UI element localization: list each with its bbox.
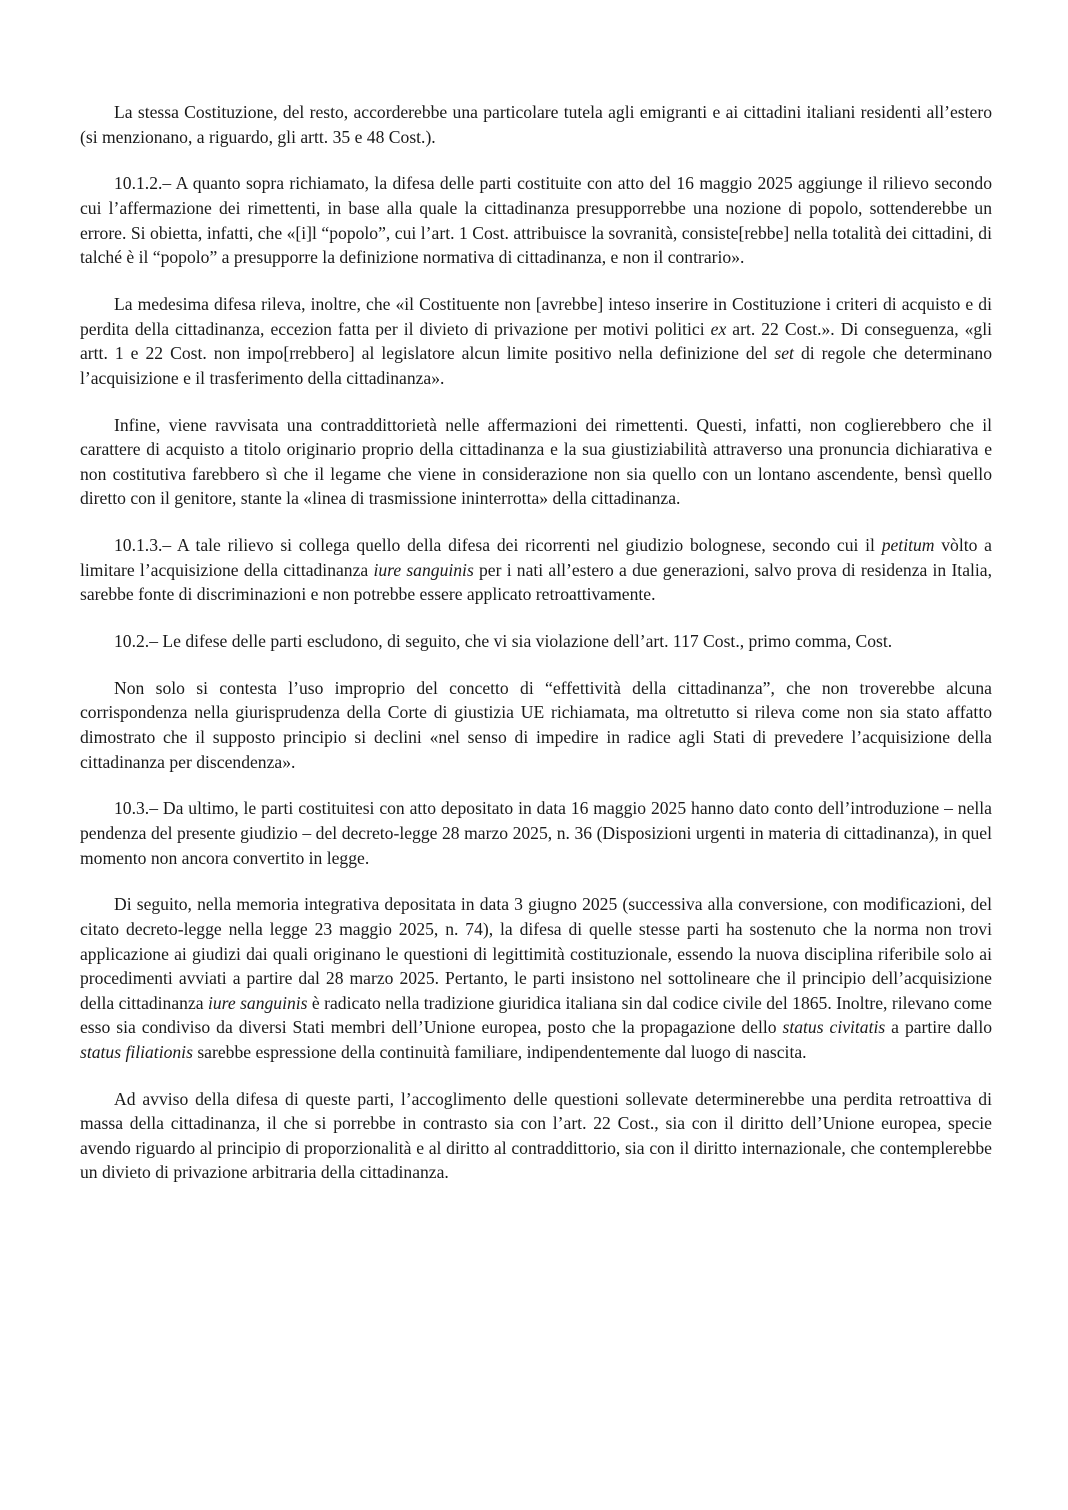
paragraph-text: Ad avviso della difesa di queste parti, l’accoglimento delle questioni sollevate determinerebbe una perdita retroattiva di massa della cittadinanza, il che si porrebbe in contrasto sia con l’art. 22 Cost., sia con il diritto dell’Unione europea, specie avendo riguardo al principio di proporzionalità e al diritto al contraddittorio, sia con il diritto internazionale, che contemplerebbe un divieto di privazione arbitraria della cittadinanza.	[80, 1088, 992, 1183]
italic-term: iure sanguinis	[373, 559, 474, 580]
paragraph-text: 10.2.– Le difese delle parti escludono, di seguito, che vi sia violazione dell’art. 117 Cost., primo comma, Cost.	[114, 631, 893, 652]
paragraph-effettivita	[80, 676, 992, 774]
italic-term: set	[774, 343, 794, 364]
paragraph-text: a partire dallo	[885, 1017, 992, 1038]
paragraph-text: di regole che determinano l’acquisizione e il trasferimento della cittadinanza».	[80, 343, 992, 388]
paragraph-text: art. 22 Cost.». Di conseguenza, «gli artt. 1 e 22 Cost. non impo[rrebbero] al legislatore alcun limite positivo nella definizione del	[80, 318, 992, 364]
paragraph-text: La medesima difesa rileva, inoltre, che «il Costituente non [avrebbe] inteso inserire in Costituzione i criteri di acquisto e di perdita della cittadinanza, eccezion fatta per il divieto di privazione per motivi politici	[80, 293, 992, 339]
paragraph-emigranti	[80, 100, 992, 149]
paragraph-10-2	[80, 629, 992, 654]
italic-term: iure sanguinis	[207, 992, 308, 1013]
paragraph-text: 10.1.3.– A tale rilievo si collega quello della difesa dei ricorrenti nel giudizio bolognese, secondo cui il	[114, 535, 882, 556]
paragraph-text: per i nati all’estero a due generazioni, salvo prova di residenza in Italia, sarebbe fonte di discriminazioni e non potrebbe essere applicato retroattivamente.	[80, 559, 992, 605]
paragraph-text: Infine, viene ravvisata una contraddittorietà nelle affermazioni dei rimettenti. Questi, infatti, non coglierebbero che il carattere di acquisto a titolo originario proprio della cittadinanza e la sua giustiziabilità attraverso una pronuncia dichiarativa e non costitutiva farebbero sì che il legame che viene in considerazione non sia quello con un lontano ascendente, bensì quello diretto con il genitore, stante la «linea di trasmissione ininterrotta» della cittadinanza.	[80, 414, 992, 509]
paragraph-text: sarebbe espressione della continuità familiare, indipendentemente dal luogo di nascita.	[192, 1041, 807, 1062]
paragraph-text: 10.3.– Da ultimo, le parti costituitesi con atto depositato in data 16 maggio 2025 hanno dato conto dell’introduzione – nella pendenza del presente giudizio – del decreto-legge 28 marzo 2025, n. 36 (Disposizioni urgenti in materia di cittadinanza), in quel momento non ancora convertito in legge.	[80, 798, 992, 868]
italic-term: status filiationis	[80, 1041, 193, 1062]
paragraph-text: è radicato nella tradizione giuridica italiana sin dal codice civile del 1865. Inoltre, rilevano come esso sia condiviso da diversi Stati membri dell’Unione europea, posto che la propagazione dello	[80, 992, 992, 1038]
paragraph-text: La stessa Costituzione, del resto, accorderebbe una particolare tutela agli emigranti e ai cittadini italiani residenti all’estero (si menzionano, a riguardo, gli artt. 35 e 48 Cost.).	[80, 102, 992, 147]
paragraph-memoria-integrativa	[80, 892, 992, 1064]
paragraph-10-1-2	[80, 171, 992, 269]
paragraph-text: Non solo si contesta l’uso improprio del concetto di “effettività della cittadinanza”, che non troverebbe alcuna corrispondenza nella giurisprudenza della Corte di giustizia UE richiamata, ma oltretutto si rileva come non sia stato affatto dimostrato che il supposto principio si declini «nel senso di impedire in radice agli Stati di prevedere l’acquisizione della cittadinanza per discendenza».	[80, 677, 992, 772]
paragraph-10-3	[80, 796, 992, 870]
paragraph-avviso-difesa	[80, 1087, 992, 1185]
paragraph-medesima-difesa	[80, 292, 992, 390]
italic-term: petitum	[881, 535, 935, 556]
italic-term: ex	[710, 318, 727, 339]
italic-term: status civitatis	[782, 1017, 886, 1038]
paragraph-10-1-3	[80, 533, 992, 607]
paragraph-text: vòlto a limitare l’acquisizione della cittadinanza	[80, 535, 992, 580]
paragraph-text: Di seguito, nella memoria integrativa depositata in data 3 giugno 2025 (successiva alla conversione, con modificazioni, del citato decreto-legge nella legge 23 maggio 2025, n. 74), la difesa di quelle stesse parti ha sostenuto che la norma non trovi applicazione ai giudizi dai quali originano le questioni di legittimità costituzionale, essendo la nuova disciplina riferibile solo ai procedimenti avviati a partire dal 28 marzo 2025. Pertanto, le parti insistono nel sottolineare che il principio dell’acquisizione della cittadinanza	[80, 894, 992, 1013]
paragraph-text: 10.1.2.– A quanto sopra richiamato, la difesa delle parti costituite con atto del 16 maggio 2025 aggiunge il rilievo secondo cui l’affermazione dei rimettenti, in base alla quale la cittadinanza presupporrebbe una nozione di popolo, sottenderebbe un errore. Si obietta, infatti, che «[i]l “popolo”, cui l’art. 1 Cost. attribuisce la sovranità, consiste[rebbe] nella totalità dei cittadini, di talché è il “popolo” a presupporre la definizione normativa di cittadinanza, e non il contrario».	[80, 173, 992, 268]
paragraph-contraddittorieta	[80, 413, 992, 511]
document-page	[80, 100, 992, 1207]
